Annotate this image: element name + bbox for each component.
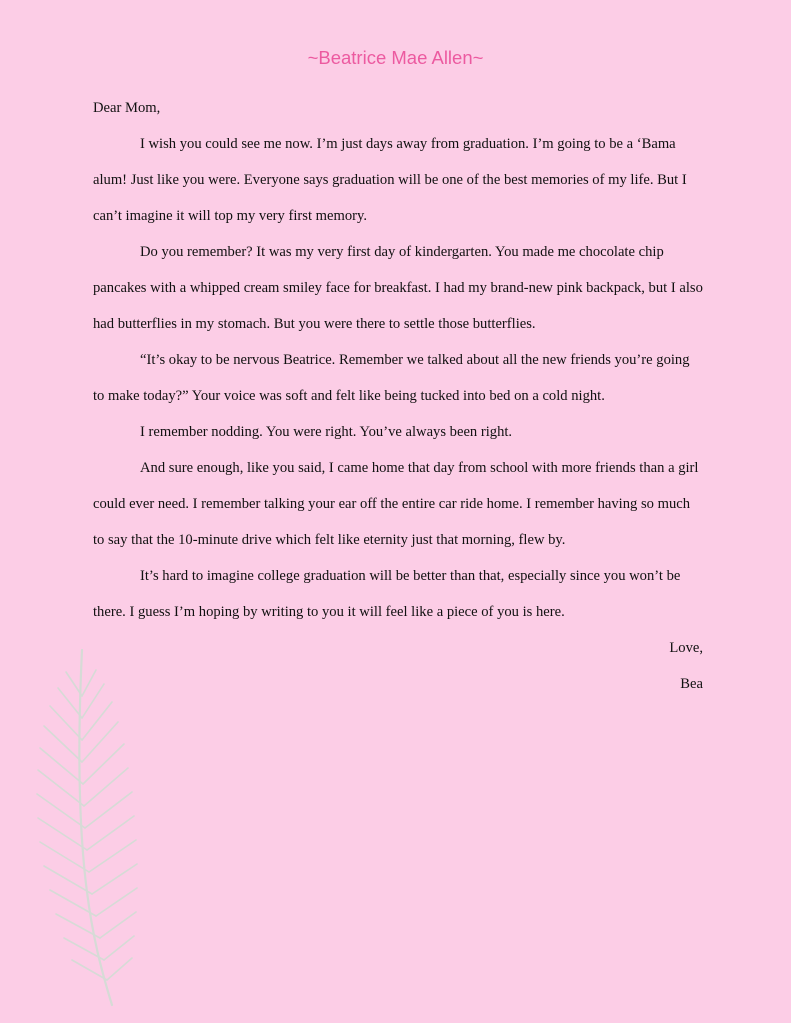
letter-body [93, 90, 703, 702]
paragraph: It’s hard to imagine college graduation will be better than that, especially since you won’t be there. I guess I’m hoping by writing to you it will feel like a piece of you is here. [93, 568, 681, 620]
paragraph: “It’s okay to be nervous Beatrice. Remember we talked about all the new friends you’re going to make today?” Your voice was soft and felt like being tucked into bed on a cold night. [93, 352, 690, 404]
paragraph: Do you remember? It was my very first day of kindergarten. You made me chocolate chip pancakes with a whipped cream smiley face for breakfast. I had my brand-new pink backpack, but I also had butterflies in my stomach. But you were there to settle those butterflies. [93, 244, 703, 332]
closing: Love, [669, 640, 703, 656]
salutation: Dear Mom, [93, 100, 161, 116]
paragraph: I remember nodding. You were right. You’ve always been right. [140, 424, 513, 440]
signature: Bea [680, 676, 703, 692]
page-title: ~Beatrice Mae Allen~ [307, 47, 484, 68]
paragraph: And sure enough, like you said, I came home that day from school with more friends than a girl could ever need. I remember talking your ear off the entire car ride home. I remember having so much to say that the 10-minute drive which felt like eternity just that morning, flew by. [93, 460, 699, 548]
paragraph: I wish you could see me now. I’m just days away from graduation. I’m going to be a ‘Bama alum! Just like you were. Everyone says graduation will be one of the best memories of my life. But I can’t imagine it will top my very first memory. [93, 136, 687, 224]
